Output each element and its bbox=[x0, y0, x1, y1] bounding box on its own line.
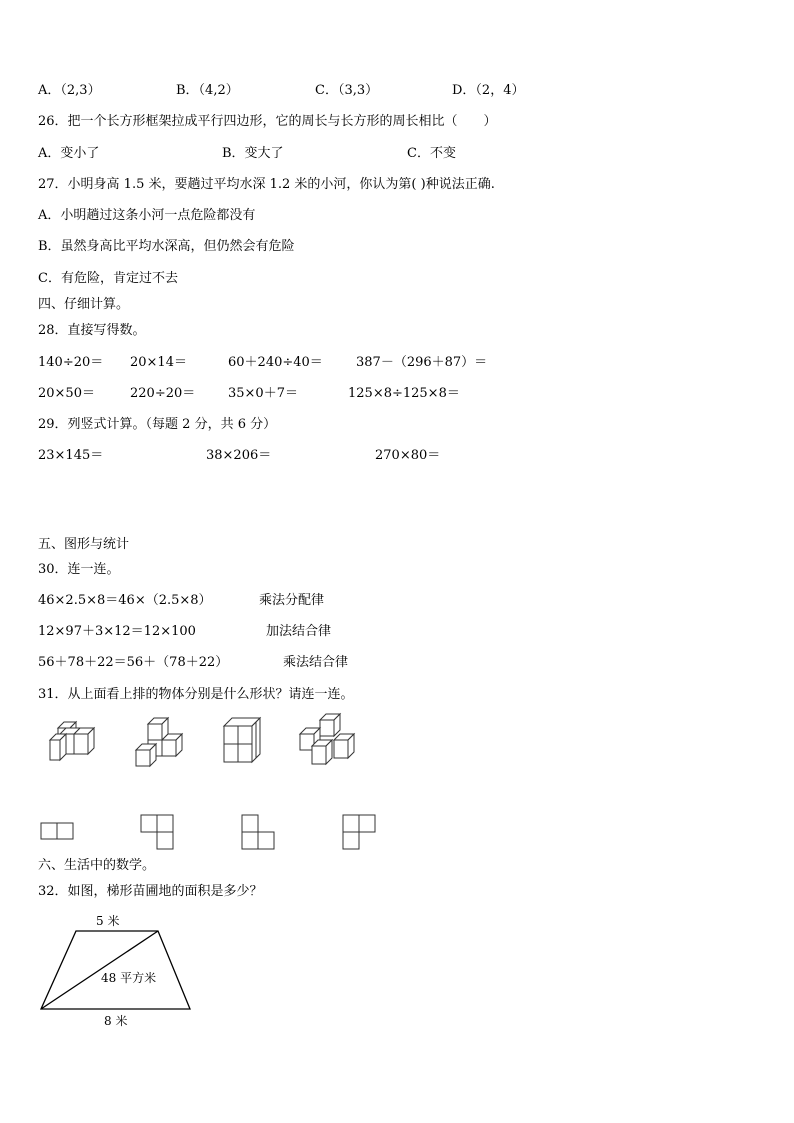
top-view-shape-4 bbox=[342, 814, 378, 852]
q30-equation: 12×97＋3×12＝12×100 bbox=[38, 624, 196, 639]
q29-item: 38×206＝ bbox=[206, 448, 272, 463]
q28-item: 60＋240÷40＝ bbox=[228, 355, 323, 370]
q30-equation: 56＋78＋22＝56＋（78＋22） bbox=[38, 655, 229, 670]
section-4-title: 四、仔细计算。 bbox=[38, 297, 130, 312]
q32-stem: 32．如图，梯形苗圃地的面积是多少？ bbox=[38, 884, 263, 899]
q27-option-b: B．虽然身高比平均水深高，但仍然会有危险 bbox=[38, 239, 295, 254]
top-view-shape-3 bbox=[241, 814, 277, 852]
top-view-shape-1 bbox=[40, 822, 76, 842]
q29-item: 23×145＝ bbox=[38, 448, 104, 463]
q25-option-d: D．（2，4） bbox=[452, 83, 525, 98]
q29-item: 270×80＝ bbox=[375, 448, 441, 463]
q28-stem: 28．直接写得数。 bbox=[38, 323, 146, 338]
cube-figure-4 bbox=[300, 712, 356, 768]
q25-option-b: B．（4,2） bbox=[176, 83, 239, 98]
cube-figure-2 bbox=[136, 716, 188, 768]
q30-law: 乘法结合律 bbox=[283, 655, 349, 670]
q27-option-c: C．有危险，肯定过不去 bbox=[38, 271, 178, 286]
cube-figure-1 bbox=[50, 720, 106, 766]
q26-option-a: A．变小了 bbox=[38, 146, 100, 161]
q28-item: 387－（296＋87）＝ bbox=[356, 355, 488, 370]
q26-option-c: C．不变 bbox=[407, 146, 456, 161]
q28-item: 140÷20＝ bbox=[38, 355, 104, 370]
q26-stem: 26．把一个长方形框架拉成平行四边形，它的周长与长方形的周长相比（ ） bbox=[38, 114, 497, 129]
q28-item: 20×14＝ bbox=[130, 355, 187, 370]
q28-item: 20×50＝ bbox=[38, 386, 95, 401]
q28-item: 125×8÷125×8＝ bbox=[348, 386, 460, 401]
section-6-title: 六、生活中的数学。 bbox=[38, 858, 156, 873]
section-5-title: 五、图形与统计 bbox=[38, 537, 130, 552]
q30-equation: 46×2.5×8＝46×（2.5×8） bbox=[38, 593, 212, 608]
q31-stem: 31．从上面看上排的物体分别是什么形状？请连一连。 bbox=[38, 687, 354, 702]
q26-option-b: B．变大了 bbox=[222, 146, 284, 161]
q30-law: 乘法分配律 bbox=[259, 593, 325, 608]
q25-option-a: A．（2,3） bbox=[38, 83, 101, 98]
top-view-shape-2 bbox=[140, 814, 176, 852]
q29-stem: 29．列竖式计算。（每题 2 分，共 6 分） bbox=[38, 417, 277, 432]
q27-stem: 27．小明身高 1.5 米，要趟过平均水深 1.2 米的小河，你认为第( )种说法正确. bbox=[38, 177, 495, 192]
trapezoid-area-label: 48 平方米 bbox=[101, 971, 157, 985]
trapezoid-bottom-label: 8 米 bbox=[104, 1014, 128, 1028]
q25-option-c: C．（3,3） bbox=[315, 83, 379, 98]
trapezoid-top-label: 5 米 bbox=[96, 914, 120, 928]
cube-figure-3 bbox=[222, 718, 268, 766]
q27-option-a: A．小明趟过这条小河一点危险都没有 bbox=[38, 208, 256, 223]
q28-item: 35×0＋7＝ bbox=[228, 386, 298, 401]
q30-stem: 30．连一连。 bbox=[38, 562, 120, 577]
q28-item: 220÷20＝ bbox=[130, 386, 196, 401]
q30-law: 加法结合律 bbox=[266, 624, 332, 639]
